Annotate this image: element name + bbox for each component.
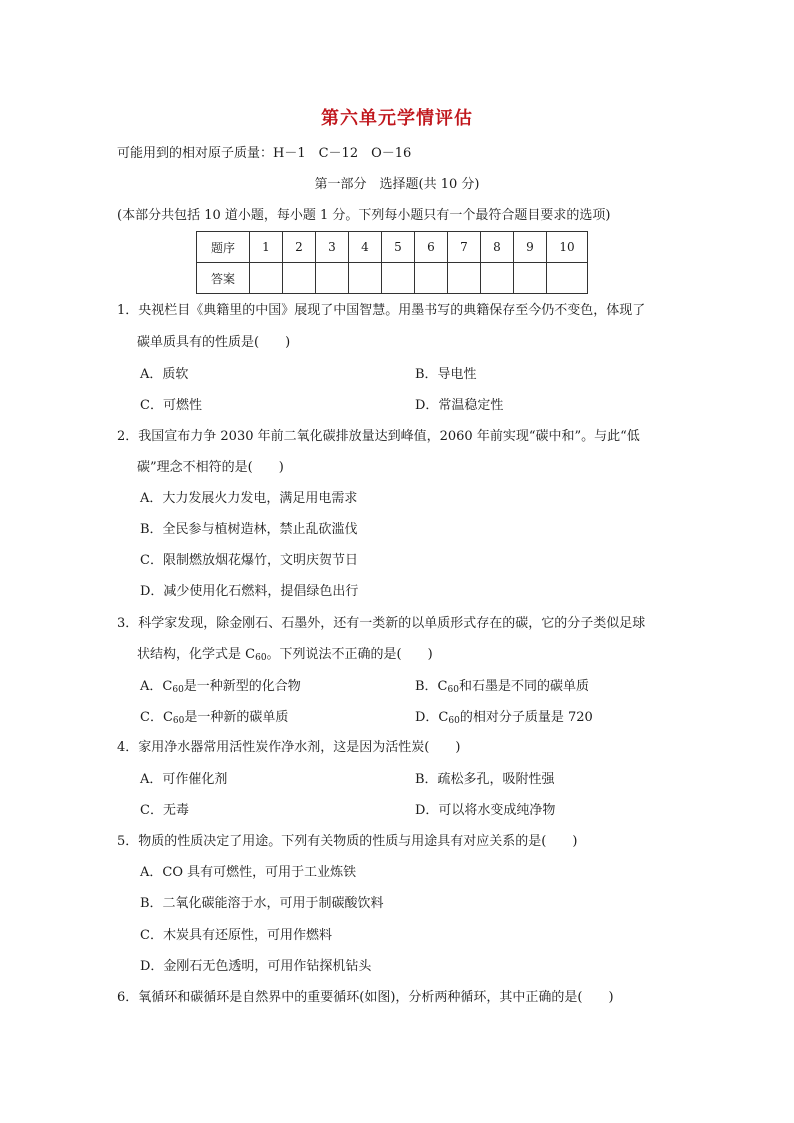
answer-cell[interactable] <box>382 263 415 294</box>
answer-table-header: 答案 <box>197 263 250 294</box>
option-text: A．C <box>140 679 173 694</box>
question-4-option-b: B．疏松多孔，吸附性强 <box>415 772 555 787</box>
question-2-stem-cont: 碳”理念不相符的是( ) <box>137 460 284 475</box>
formula-subscript: 60 <box>255 653 267 663</box>
section-instructions: (本部分共包括 10 道小题，每小题 1 分。下列每小题只有一个最符合题目要求的选项) <box>117 208 611 223</box>
option-text: 和石墨是不同的碳单质 <box>458 679 589 694</box>
question-number-cell: 4 <box>349 232 382 263</box>
option-text: 是一种新的碳单质 <box>184 710 289 725</box>
question-number-cell: 7 <box>448 232 481 263</box>
answer-cell[interactable] <box>547 263 588 294</box>
question-3-stem-cont <box>137 646 433 664</box>
option-text: 是一种新型的化合物 <box>183 679 301 694</box>
question-3-stem-text: 。下列说法不正确的是( ) <box>266 647 433 662</box>
answer-cell[interactable] <box>415 263 448 294</box>
answer-cell[interactable] <box>283 263 316 294</box>
question-3-stem-text: 状结构，化学式是 C <box>137 647 256 662</box>
option-text: B．C <box>415 679 448 694</box>
question-2-option-a: A．大力发展火力发电，满足用电需求 <box>140 491 358 506</box>
question-number-cell: 9 <box>514 232 547 263</box>
question-3-option-a <box>140 678 301 696</box>
answer-table <box>196 231 588 294</box>
question-2-stem: 2．我国宣布力争 2030 年前二氧化碳排放量达到峰值，2060 年前实现“碳中和”。与此“低 <box>117 429 640 444</box>
answer-cell[interactable] <box>349 263 382 294</box>
question-2-option-c: C．限制燃放烟花爆竹，文明庆贺节日 <box>140 553 358 568</box>
formula-subscript: 60 <box>172 685 184 695</box>
question-3-stem: 3．科学家发现，除金刚石、石墨外，还有一类新的以单质形式存在的碳，它的分子类似足球 <box>117 616 646 631</box>
formula-subscript: 60 <box>447 685 459 695</box>
question-6-stem: 6．氧循环和碳循环是自然界中的重要循环(如图)，分析两种循环，其中正确的是( ) <box>117 990 614 1005</box>
formula-subscript: 60 <box>172 716 185 726</box>
option-text: 的相对分子质量是 720 <box>459 710 593 725</box>
question-3-option-b <box>415 678 589 696</box>
section-title: 第一部分 选择题(共 10 分) <box>314 177 480 192</box>
question-4-option-a: A．可作催化剂 <box>140 772 228 787</box>
answer-table-header: 题序 <box>197 232 250 263</box>
document-title: 第六单元学情评估 <box>321 108 473 129</box>
question-2-option-b: B．全民参与植树造林，禁止乱砍滥伐 <box>140 522 358 537</box>
question-3-option-d <box>415 709 593 727</box>
question-number-cell: 8 <box>481 232 514 263</box>
question-1-stem: 1．央视栏目《典籍里的中国》展现了中国智慧。用墨书写的典籍保存至今仍不变色，体现了 <box>117 303 646 318</box>
question-5-option-c: C．木炭具有还原性，可用作燃料 <box>140 928 332 943</box>
answer-cell[interactable] <box>250 263 283 294</box>
question-4-option-d: D．可以将水变成纯净物 <box>415 803 556 818</box>
answer-cell[interactable] <box>316 263 349 294</box>
question-1-option-c: C．可燃性 <box>140 398 202 413</box>
question-5-option-b: B．二氧化碳能溶于水，可用于制碳酸饮料 <box>140 896 384 911</box>
answer-table-row-answers <box>197 263 588 294</box>
atomic-masses-note: 可能用到的相对原子质量：H－1 C－12 O－16 <box>117 146 412 161</box>
question-4-option-c: C．无毒 <box>140 803 189 818</box>
question-5-option-d: D．金刚石无色透明，可用作钻探机钻头 <box>140 959 372 974</box>
answer-cell[interactable] <box>481 263 514 294</box>
question-1-option-b: B．导电性 <box>415 367 477 382</box>
question-number-cell: 1 <box>250 232 283 263</box>
option-text: D．C <box>415 710 449 725</box>
question-5-option-a: A．CO 具有可燃性，可用于工业炼铁 <box>140 865 357 880</box>
question-number-cell: 5 <box>382 232 415 263</box>
question-number-cell: 6 <box>415 232 448 263</box>
question-number-cell: 2 <box>283 232 316 263</box>
question-number-cell: 10 <box>547 232 588 263</box>
question-number-cell: 3 <box>316 232 349 263</box>
question-3-option-c <box>140 709 288 727</box>
question-1-stem-cont: 碳单质具有的性质是( ) <box>137 335 291 350</box>
question-1-option-d: D．常温稳定性 <box>415 398 504 413</box>
question-1-option-a: A．质软 <box>140 367 189 382</box>
question-4-stem: 4．家用净水器常用活性炭作净水剂，这是因为活性炭( ) <box>117 740 461 755</box>
question-5-stem: 5．物质的性质决定了用途。下列有关物质的性质与用途具有对应关系的是( ) <box>117 834 578 849</box>
question-2-option-d: D．减少使用化石燃料，提倡绿色出行 <box>140 584 359 599</box>
answer-table-row-numbers <box>197 232 588 263</box>
option-text: C．C <box>140 710 173 725</box>
answer-cell[interactable] <box>448 263 481 294</box>
answer-cell[interactable] <box>514 263 547 294</box>
formula-subscript: 60 <box>448 716 460 726</box>
